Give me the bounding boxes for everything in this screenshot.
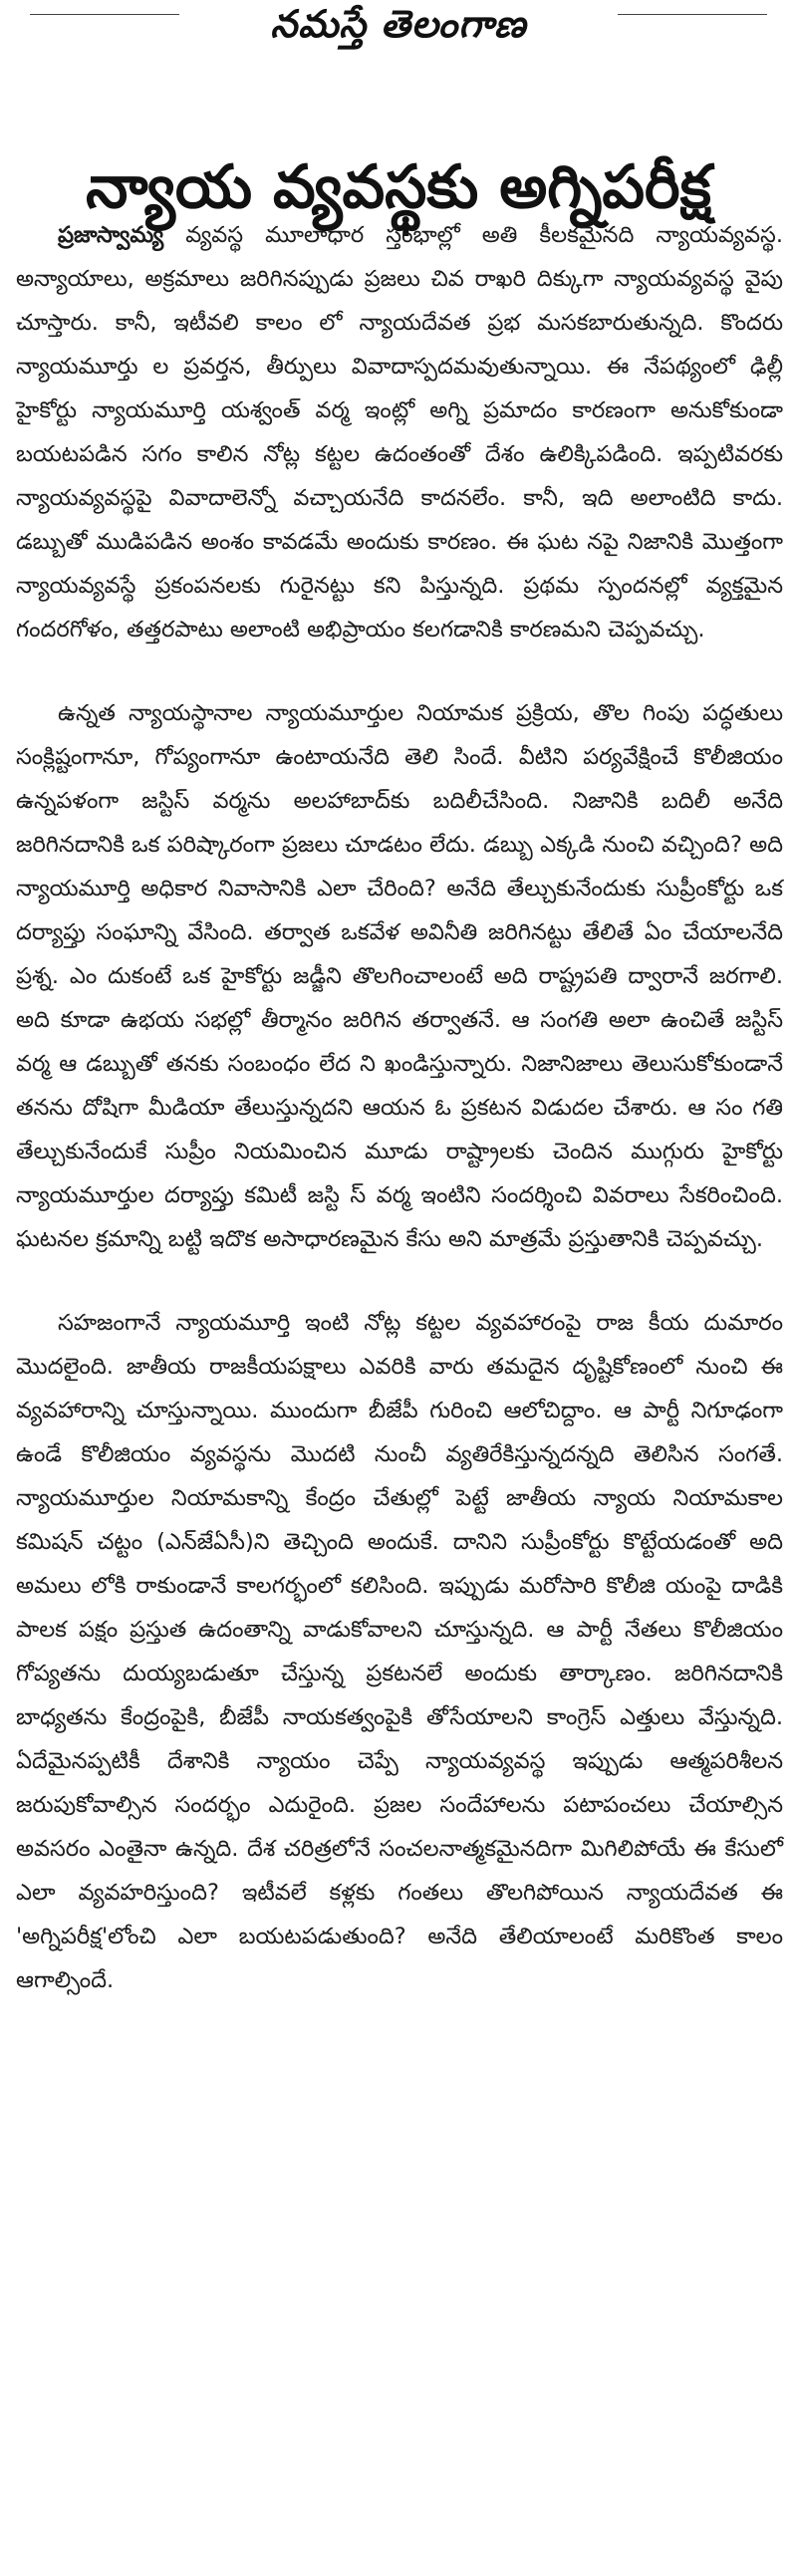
article-headline: న్యాయ వ్యవస్థకు అగ్నిపరీక్ష — [86, 152, 711, 223]
masthead — [0, 0, 797, 92]
newspaper-brand: నమస్తే తెలంగాణ — [199, 0, 598, 58]
lead-word: ప్రజాస్వామ్య — [58, 222, 164, 248]
masthead-rule-right — [618, 14, 767, 15]
paragraph-1-text: వ్యవస్థ మూలాధార స్తంభాల్లో అతి కీలకమైనది న్యాయవ్యవస్థ. అన్యాయాలు, అక్రమాలు జరిగినప్పుడు ప్రజలు చివ రాఖరి దిక్కుగా న్యాయవ్యవస్థ వైపు చూస్తారు. కానీ, ఇటీవలి కాలం లో న్యాయదేవత ప్రభ మసకబారుతున్నది. కొందరు న్యాయమూర్తు ల ప్రవర్తన, తీర్పులు వివాదాస్పదమవుతున్నాయి. ఈ నేపథ్యంలో ఢిల్లీ హైకోర్టు న్యాయమూర్తి యశ్వంత్ వర్మ ఇంట్లో అగ్ని ప్రమాదం కారణంగా అనుకోకుండా బయటపడిన సగం కాలిన నోట్ల కట్టల ఉదంతంతో దేశం ఉలిక్కిపడింది. ఇప్పటివరకు న్యాయవ్యవస్థపై వివాదాలెన్నో వచ్చాయనేది కాదనలేం. కానీ, ఇది అలాంటిది కాదు. డబ్బుతో ముడిపడిన అంశం కావడమే అందుకు కారణం. ఈ ఘట నపై నిజానికి మొత్తంగా న్యాయవ్యవస్థే ప్రకంపనలకు గురైనట్టు కని పిస్తున్నది. ప్రథమ స్పందనల్లో వ్యక్తమైన గందరగోళం, తత్తరపాటు అలాంటి అభిప్రాయం కలగడానికి కారణమని చెప్పవచ్చు. — [16, 222, 783, 643]
article-body — [16, 213, 783, 2042]
article-paragraph-1 — [16, 213, 783, 651]
masthead-rule-left — [30, 14, 179, 15]
article-paragraph-3: సహజంగానే న్యాయమూర్తి ఇంటి నోట్ల కట్టల వ్యవహారంపై రాజ కీయ దుమారం మొదలైంది. జాతీయ రాజకీయపక్షాలు ఎవరికి వారు తమదైన దృష్టికోణంలో నుంచి ఈ వ్యవహారాన్ని చూస్తున్నాయి. ముందుగా బీజేపీ గురించి ఆలోచిద్దాం. ఆ పార్టీ నిగూఢంగా ఉండే కొలీజియం వ్యవస్థను మొదటి నుంచీ వ్యతిరేకిస్తున్నదన్నది తెలిసిన సంగతే. న్యాయమూర్తుల నియామకాన్ని కేంద్రం చేతుల్లో పెట్టే జాతీయ న్యాయ నియామకాల కమిషన్ చట్టం (ఎన్‌జేఏసీ)ని తెచ్చింది అందుకే. దానిని సుప్రీంకోర్టు కొట్టేయడంతో అది అమలు లోకి రాకుండానే కాలగర్భంలో కలిసింది. ఇప్పుడు మరోసారి కొలీజి యంపై దాడికి పాలక పక్షం ప్రస్తుత ఉదంతాన్ని వాడుకోవాలని చూస్తున్నది. ఆ పార్టీ నేతలు కొలీజియం గోప్యతను దుయ్యబడుతూ చేస్తున్న ప్రకటనలే అందుకు తార్కాణం. జరిగినదానికి బాధ్యతను కేంద్రంపైకి, బీజేపీ నాయకత్వంపైకి తోసేయాలని కాంగ్రెస్ ఎత్తులు వేస్తున్నది. ఏదేమైనప్పటికీ దేశానికి న్యాయం చెప్పే న్యాయవ్యవస్థ ఇప్పుడు ఆత్మపరిశీలన జరుపుకోవాల్సిన సందర్భం ఎదురైంది. ప్రజల సందేహాలను పటాపంచలు చేయాల్సిన అవసరం ఎంతైనా ఉన్నది. దేశ చరిత్రలోనే సంచలనాత్మకమైనదిగా మిగిలిపోయే ఈ కేసులో ఎలా వ్యవహరిస్తుంది? ఇటీవలే కళ్లకు గంతలు తొలగిపోయిన న్యాయదేవత ఈ 'అగ్నిపరీక్ష'లోంచి ఎలా బయటపడుతుంది? అనేది తేలియాలంటే మరికొంత కాలం ఆగాల్సిందే. — [16, 1310, 783, 1993]
article-paragraph-2: ఉన్నత న్యాయస్థానాల న్యాయమూర్తుల నియామక ప్రక్రియ, తొల గింపు పద్ధతులు సంక్లిష్టంగానూ, గోప్యంగానూ ఉంటాయనేది తెలి సిందే. వీటిని పర్యవేక్షించే కొలీజియం ఉన్నపళంగా జస్టిస్ వర్మను అలహాబాద్‌కు బదిలీచేసింది. నిజానికి బదిలీ అనేది జరిగినదానికి ఒక పరిష్కారంగా ప్రజలు చూడటం లేదు. డబ్బు ఎక్కడి నుంచి వచ్చింది? అది న్యాయమూర్తి అధికార నివాసానికి ఎలా చేరింది? అనేది తేల్చుకునేందుకు సుప్రీంకోర్టు ఒక దర్యాప్తు సంఘాన్ని వేసింది. తర్వాత ఒకవేళ అవినీతి జరిగినట్టు తేలితే ఏం చేయాలనేది ప్రశ్న. ఎం దుకంటే ఒక హైకోర్టు జడ్జీని తొలగించాలంటే అది రాష్ట్రపతి ద్వారానే జరగాలి. అది కూడా ఉభయ సభల్లో తీర్మానం జరిగిన తర్వాతనే. ఆ సంగతి అలా ఉంచితే జస్టిస్ వర్మ ఆ డబ్బుతో తనకు సంబంధం లేద ని ఖండిస్తున్నారు. నిజానిజాలు తెలుసుకోకుండానే తనను దోషిగా మీడియా తేలుస్తున్నదని ఆయన ఓ ప్రకటన విడుదల చేశారు. ఆ సం గతి తేల్చుకునేందుకే సుప్రీం నియమించిన మూడు రాష్ట్రాలకు చెందిన ముగ్గురు హైకోర్టు న్యాయమూర్తుల దర్యాప్తు కమిటీ జస్టి స్ వర్మ ఇంటిని సందర్శించి వివరాలు సేకరించింది. ఘటనల క్రమాన్ని బట్టి ఇదొక అసాధారణమైన కేసు అని మాత్రమే ప్రస్తుతానికి చెప్పవచ్చు. — [16, 700, 783, 1252]
